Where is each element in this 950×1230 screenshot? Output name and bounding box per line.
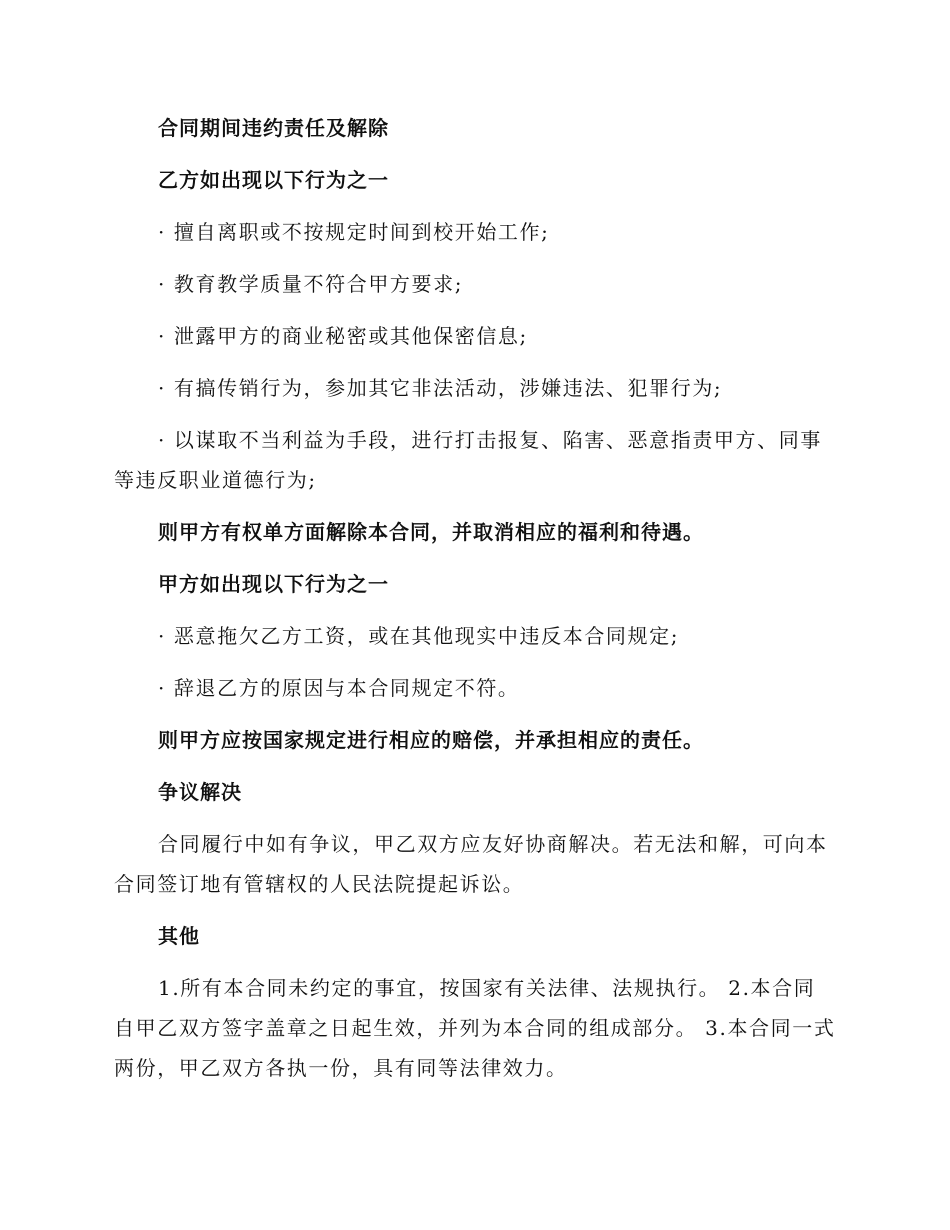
paragraph-other: 1.所有本合同未约定的事宜，按国家有关法律、法规执行。 2.本合同自甲乙双方签字盖章之日起生效，并列为本合同的组成部分。 3.本合同一式两份，甲乙双方各执一份，具有同等法律效力。 — [114, 976, 836, 1080]
section-heading-dispute: 争议解决 — [158, 780, 242, 804]
conclusion-party-a-rights: 则甲方有权单方面解除本合同，并取消相应的福利和待遇。 — [158, 520, 704, 544]
subheading-party-a-conduct: 甲方如出现以下行为之一 — [158, 572, 389, 596]
list-item: · 辞退乙方的原因与本合同规定不符。 — [158, 676, 520, 700]
list-item: · 泄露甲方的商业秘密或其他保密信息; — [158, 324, 528, 348]
subheading-party-b-conduct: 乙方如出现以下行为之一 — [158, 168, 389, 192]
paragraph-dispute: 合同履行中如有争议，甲乙双方应友好协商解决。若无法和解，可向本合同签订地有管辖权的人民法院提起诉讼。 — [114, 832, 828, 896]
list-item: · 有搞传销行为，参加其它非法活动，涉嫌违法、犯罪行为; — [158, 376, 723, 400]
section-heading-breach: 合同期间违约责任及解除 — [158, 116, 389, 140]
document-body — [114, 108, 836, 1100]
list-item: · 恶意拖欠乙方工资，或在其他现实中违反本合同规定; — [158, 624, 680, 648]
section-heading-other: 其他 — [158, 924, 200, 948]
list-item: · 教育教学质量不符合甲方要求; — [158, 272, 464, 296]
list-item: · 以谋取不当利益为手段，进行打击报复、陷害、恶意指责甲方、同事等违反职业道德行为; — [114, 428, 822, 492]
list-item: · 擅自离职或不按规定时间到校开始工作; — [158, 220, 550, 244]
conclusion-party-a-liability: 则甲方应按国家规定进行相应的赔偿，并承担相应的责任。 — [158, 728, 704, 752]
